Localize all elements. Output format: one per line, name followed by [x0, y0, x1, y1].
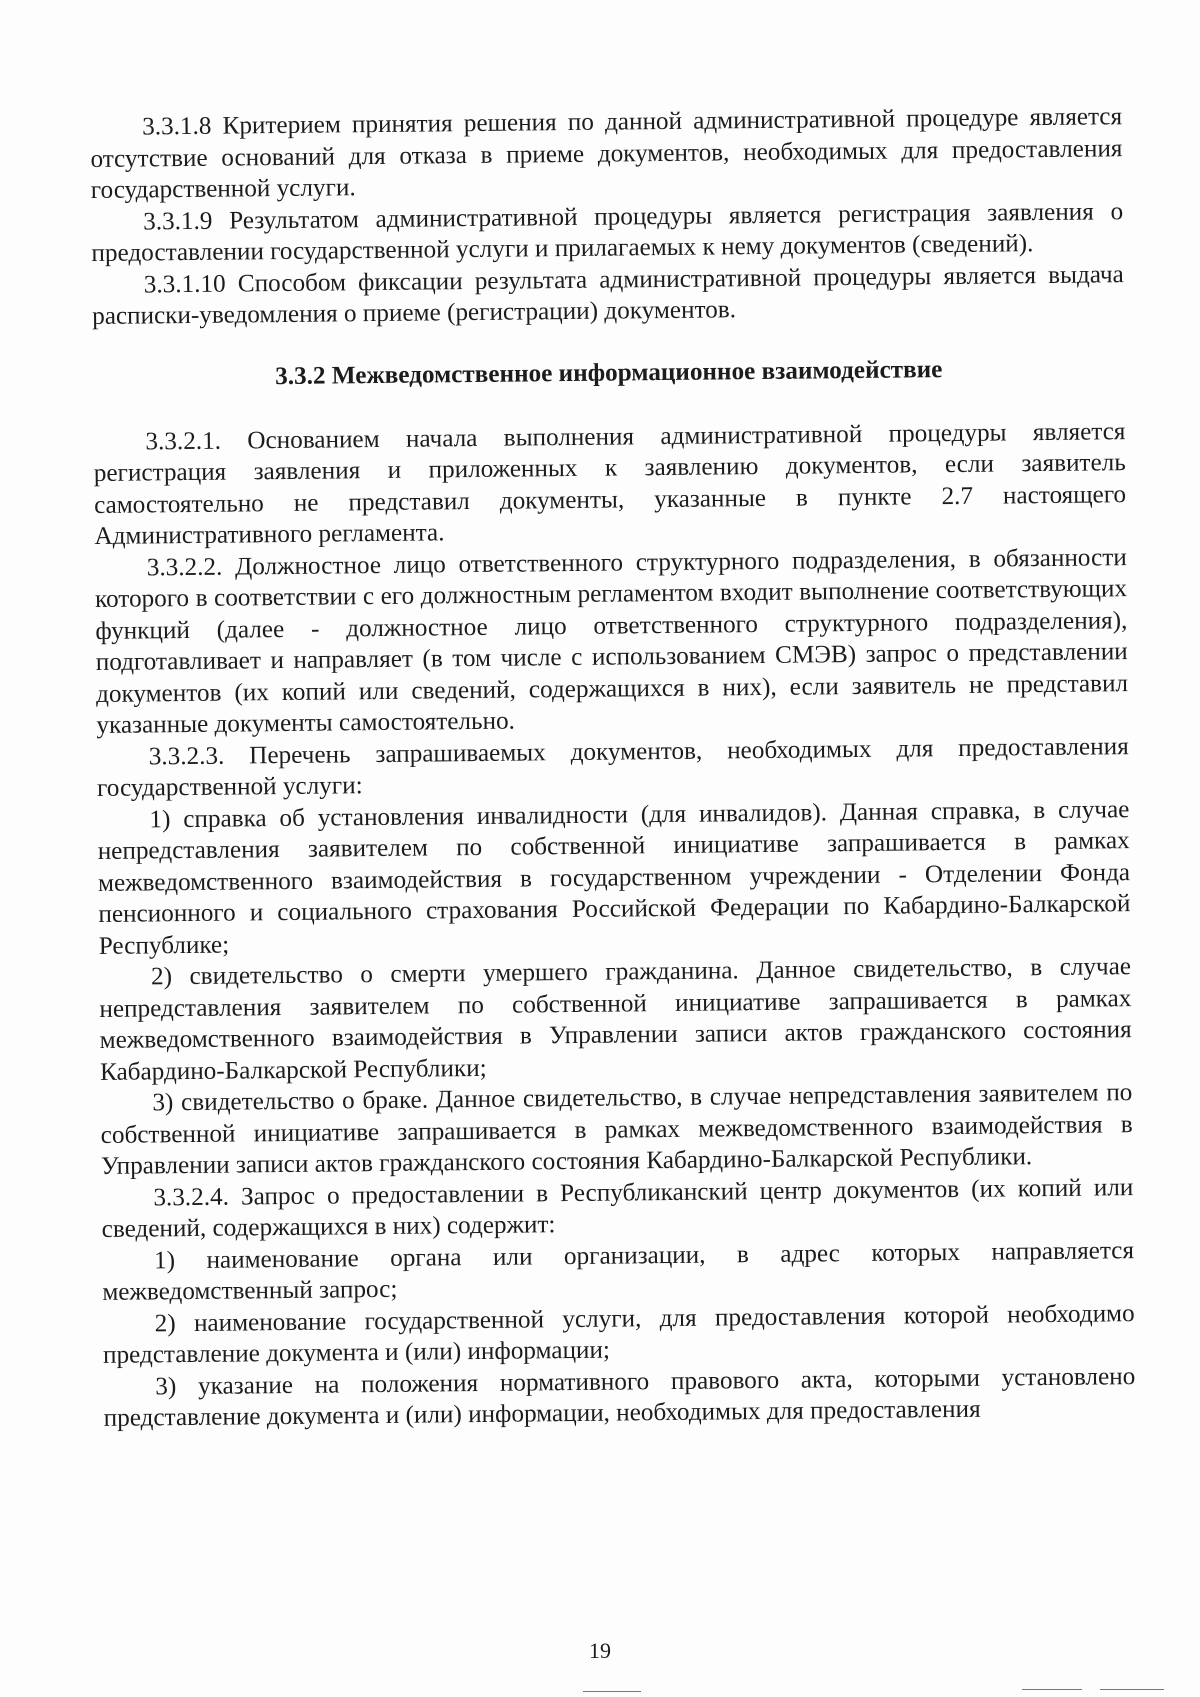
list-item-legal-act-reference: 3) указание на положения нормативного правового акта, которыми установлено представление документа и (или) информации, необходимых для предоставления: [103, 1362, 1136, 1432]
list-item-death-certificate: 2) свидетельство о смерти умершего гражданина. Данное свидетельство, в случае непредставления заявителем по собственной инициативе запрашивается в рамках межведомственного взаимодействия в Управлении записи актов гражданского состояния Кабардино-Балкарской Республики;: [99, 953, 1132, 1086]
list-item-service-name: 2) наименование государственной услуги, для предоставления которой необходимо представление документа и (или) информации;: [102, 1299, 1135, 1369]
paragraph-3-3-2-4: 3.3.2.4. Запрос о предоставлении в Республиканский центр документов (их копий или сведений, содержащихся в них) содержит:: [101, 1173, 1134, 1243]
list-item-organization-name: 1) наименование органа или организации, в адрес которых направляется межведомственный запрос;: [102, 1236, 1135, 1306]
scan-artifact-line: [1100, 1689, 1164, 1690]
scan-artifact-line: [1022, 1689, 1082, 1690]
section-heading: 3.3.2 Межведомственное информационное взаимодействие: [275, 355, 943, 390]
paragraph-3-3-2-1: 3.3.2.1. Основанием начала выполнения административной процедуры является регистрация заявления и приложенных к заявлению документов, если заявитель самостоятельно не представил документы, указанные в пункте 2.7 настоящего Административного регламента.: [93, 417, 1127, 550]
scan-artifact-line: [583, 1691, 641, 1692]
paragraph-3-3-1-8: 3.3.1.8 Критерием принятия решения по данной административной процедуре является отсутствие оснований для отказа в приеме документов, необходимых для предоставления государственной услуги.: [90, 103, 1123, 204]
page-number: 19: [589, 1638, 611, 1663]
document-body: [90, 101, 1136, 1434]
paragraph-3-3-2-3: 3.3.2.3. Перечень запрашиваемых документов, необходимых для предоставления государственной услуги:: [96, 732, 1129, 802]
list-item-marriage-certificate: 3) свидетельство о браке. Данное свидетельство, в случае непредставления заявителем по собственной инициативе запрашивается в рамках межведомственного взаимодействия в Управлении записи актов гражданского состояния Кабардино-Балкарской Республики.: [100, 1079, 1133, 1180]
list-item-disability-certificate: 1) справка об установления инвалидности (для инвалидов). Данная справка, в случае непредставления заявителем по собственной инициативе запрашивается в рамках межведомственного взаимодействия в государственном учреждении - Отделении Фонда пенсионного и социального страхования Российской Федерации по Кабардино-Балкарской Республике;: [97, 795, 1131, 960]
paragraph-3-3-1-9: 3.3.1.9 Результатом административной процедуры является регистрация заявления о предоставлении государственной услуги и прилагаемых к нему документов (сведений).: [91, 197, 1124, 267]
paragraph-3-3-1-10: 3.3.1.10 Способом фиксации результата административной процедуры является выдача расписки-уведомления о приеме (регистрации) документов.: [92, 260, 1124, 330]
paragraph-3-3-2-2: 3.3.2.2. Должностное лицо ответственного структурного подразделения, в обязанности которого в соответствии с его должностным регламентом входит выполнение соответствующих функций (далее - должностное лицо ответственного структурного подразделения), подготавливает и направляет (в том числе с использованием СМЭВ) запрос о представлении документов (их копий или сведений, содержащихся в них), если заявитель не представил указанные документы самостоятельно.: [94, 543, 1129, 739]
